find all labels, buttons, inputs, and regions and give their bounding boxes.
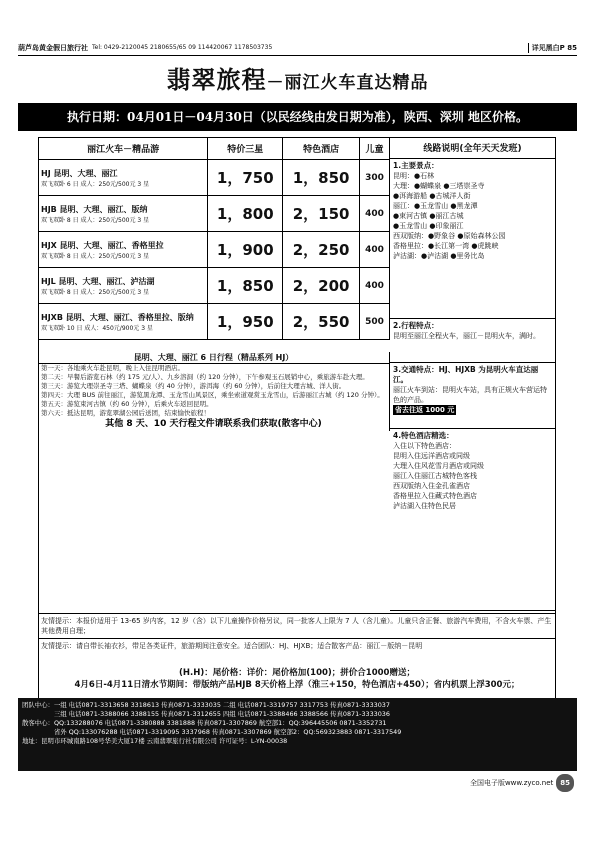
route-name: HJB 昆明、大理、丽江、版纳 <box>41 204 148 214</box>
notes-section <box>38 613 556 653</box>
hotel-line: 泸沽湖入住特色民居 <box>393 502 456 510</box>
contact-row: 地址：昆明市环城南路108号华美大厦17楼 云南翡翠旅行社有限公司 许可证号：L-YN-00038 <box>22 737 288 745</box>
hotel-line: 大理入住风花雪月酒店或同级 <box>393 462 484 470</box>
page-footer <box>18 774 577 792</box>
more-itineraries-note: 其他 8 天、10 天行程文件请联系我们获取(散客中心) <box>105 419 322 429</box>
price-child: 400 <box>360 196 390 232</box>
footer-page-number: 85 <box>556 774 574 792</box>
itinerary-day: 第四天：大理 BUS 前往丽江，游览黑龙潭、玉龙雪山风景区，乘坐索道观赏玉龙雪山，后游丽江古城（约 120 分钟）。 <box>41 391 384 399</box>
header-phones: Tel: 0429-2120045 2180655/65 09 114420067 1178503735 <box>92 44 273 51</box>
features-title: 2.行程特点： <box>393 321 439 330</box>
price-hotel: 2，150 <box>283 196 360 232</box>
header-page-ref: 详见黑白P 85 <box>528 43 577 53</box>
transport-text: 丽江火车到站：昆明火车站，具有正规火车营运特色的产品。 <box>393 386 547 404</box>
route-detail: 双飞双卧 8 日 成人：250元/500元 3 星 <box>41 252 150 260</box>
promo-line: (H.H)：尾价格：详价：尾价格加(100)；拼价合1000赠送； <box>179 668 415 678</box>
hotel-line: 入住以下特色酒店： <box>393 442 456 450</box>
price-3star: 1，800 <box>208 196 283 232</box>
price-child: 400 <box>360 268 390 304</box>
route-detail: 双飞双卧 8 日 成人：250元/500元 3 星 <box>41 288 150 296</box>
contact-row: 省外 QQ:133076288 电话0871-3319095 3337968 传真0871-3307869 航空部2：QQ:569323883 0871-3317549 <box>22 728 402 736</box>
attraction-line: 丽江：●玉龙雪山 ●黑龙潭 <box>393 202 478 210</box>
hotel-line: 昆明入住远洋酒店或同级 <box>393 452 470 460</box>
attraction-line: 大理：●蝴蝶泉 ●三塔崇圣寺 <box>393 182 485 190</box>
attraction-line: 泸沽湖：●泸沽湖 ●里务比岛 <box>393 252 485 260</box>
title-main: 翡翠旅程 <box>166 65 267 94</box>
contact-block <box>18 698 577 771</box>
table-row <box>39 268 390 304</box>
execution-dates-banner: 执行日期：04月01日－04月30日（以民经线由发日期为准），陕西、深圳 地区价格。 <box>18 103 577 131</box>
contact-row: 三组 电话0871-3388066 3388155 传真0871-3312655 四组 电话0871-3388466 3388566 传真0871-3333036 <box>22 710 390 718</box>
notes-line-2: 友情提示：请自带长袖衣衫，带足各类证件，旅游期间注意安全。适合团队：HJ、HJXB；适合散客产品：丽江－版纳－昆明 <box>41 642 423 650</box>
hotel-section <box>390 429 556 611</box>
hotel-title: 4.特色酒店精选： <box>393 431 454 440</box>
route-detail: 双飞双卧 6 日 成人：250元/500元 3 星 <box>41 180 150 188</box>
itinerary-day: 第一天：各地乘火车赴昆明，晚上入住昆明酒店。 <box>41 364 184 372</box>
promo-line: 4月6日-4月11日清水节期间：带版纳产品HJB 8天价格上浮（淮三+150，特色酒店+450）；省内机票上浮300元； <box>74 680 520 690</box>
route-cell <box>39 160 208 196</box>
table-row <box>39 196 390 232</box>
price-3star: 1，850 <box>208 268 283 304</box>
attraction-line: ●洱海游船 ●古城洋人街 <box>393 192 471 200</box>
table-row <box>39 304 390 340</box>
title-sub: －丽江火车直达精品 <box>266 73 429 93</box>
attraction-line: ●玉龙雪山 ●印象丽江 <box>393 222 464 230</box>
attraction-line: 西双版纳：●野象谷 ●原始森林公园 <box>393 232 506 240</box>
route-notes-panel <box>390 137 556 611</box>
transport-saving: 省去往返 1000 元 <box>395 406 455 414</box>
attraction-line: ●束河古镇 ●丽江古城 <box>393 212 464 220</box>
route-name: HJ 昆明、大理、丽江 <box>41 168 118 178</box>
route-cell <box>39 232 208 268</box>
features-text: 昆明至丽江全程火车，丽江－昆明火车，满时。 <box>393 332 540 340</box>
route-notes-heading: 线路说明(全年天天发班) <box>390 137 556 159</box>
table-row <box>39 160 390 196</box>
itinerary-heading: 昆明、大理、丽江 6 日行程（精品系列 HJ） <box>38 352 389 364</box>
itinerary-day: 第三天：游览大理崇圣寺三塔、蝴蝶泉（约 40 分钟），游洱海（约 60 分钟），后前往大理古城、洋人街。 <box>41 382 346 390</box>
price-3star: 1，900 <box>208 232 283 268</box>
route-cell <box>39 196 208 232</box>
itinerary-section <box>38 352 390 431</box>
transport-section <box>390 363 556 429</box>
promo-section <box>38 667 556 691</box>
hotel-line: 丽江入住丽江古城特色客栈 <box>393 472 477 480</box>
col-header-3star: 特价三星 <box>208 138 283 160</box>
attractions-title: 1.主要景点： <box>393 161 439 170</box>
price-hotel: 2，200 <box>283 268 360 304</box>
col-header-route: 丽江火车－精品游 <box>39 138 208 160</box>
price-hotel: 2，550 <box>283 304 360 340</box>
features-section <box>390 319 556 363</box>
company-name: 葫芦岛黄金假日旅行社 <box>18 43 88 52</box>
table-row <box>39 232 390 268</box>
route-name: HJL 昆明、大理、丽江、泸沽湖 <box>41 276 155 286</box>
attractions-section <box>390 159 556 319</box>
contact-row: 散客中心：QQ:133288076 电话0871-3380888 3381888 传真0871-3307869 航空部1：QQ:396445506 0871-3352731 <box>22 719 387 727</box>
price-hotel: 1，850 <box>283 160 360 196</box>
col-header-child: 儿童 <box>360 138 390 160</box>
footer-site: 全国电子版www.zyco.net <box>469 779 554 787</box>
price-3star: 1，750 <box>208 160 283 196</box>
transport-title: 3.交通特点：HJ、HJXB 为昆明火车直达丽江。 <box>393 365 539 384</box>
page-title <box>18 60 577 100</box>
itinerary-day: 第六天：抵达昆明，游览翠湖公园后送团，结束愉快旅程！ <box>41 409 210 417</box>
route-name: HJXB 昆明、大理、丽江、香格里拉、版纳 <box>41 312 194 322</box>
col-header-hotel: 特色酒店 <box>283 138 360 160</box>
route-name: HJX 昆明、大理、丽江、香格里拉 <box>41 240 164 250</box>
contact-row: 团队中心：一组 电话0871-3313658 3318613 传真0871-3333035 二组 电话0871-3319757 3317753 传真0871-3333037 <box>22 701 390 709</box>
price-child: 300 <box>360 160 390 196</box>
price-child: 400 <box>360 232 390 268</box>
route-cell <box>39 304 208 340</box>
attraction-line: 昆明：●石林 <box>393 172 435 180</box>
price-child: 500 <box>360 304 390 340</box>
itinerary-day: 第二天：早餐后游览石林（约 175 元/人）、九乡溶洞（约 120 分钟），下午参观玉石展销中心，乘旅游车赴大理。 <box>41 373 369 381</box>
price-hotel: 2，250 <box>283 232 360 268</box>
table-header-row <box>39 138 390 160</box>
route-cell <box>39 268 208 304</box>
page-header <box>18 40 577 56</box>
route-detail: 双飞双卧 10 日 成人：450元/900元 3 星 <box>41 324 153 332</box>
itinerary-day: 第五天：游览束河古镇（约 60 分钟），后乘火车返回昆明。 <box>41 400 213 408</box>
attraction-line: 香格里拉：●长江第一湾 ●虎跳峡 <box>393 242 499 250</box>
hotel-line: 西双版纳入住金孔雀酒店 <box>393 482 470 490</box>
notes-line-1: 友情提示：本报价适用于 13-65 岁内客，12 岁（含）以下儿童操作价格另议，同一批客人上限为 7 人（含儿童）。儿童只含正餐、旅游汽车费用，不含火车票、产生其他费用自理； <box>38 614 556 639</box>
route-detail: 双飞双卧 8 日 成人：250元/500元 3 星 <box>41 216 150 224</box>
price-table <box>38 137 390 340</box>
hotel-line: 香格里拉入住藏式特色酒店 <box>393 492 477 500</box>
price-3star: 1，950 <box>208 304 283 340</box>
